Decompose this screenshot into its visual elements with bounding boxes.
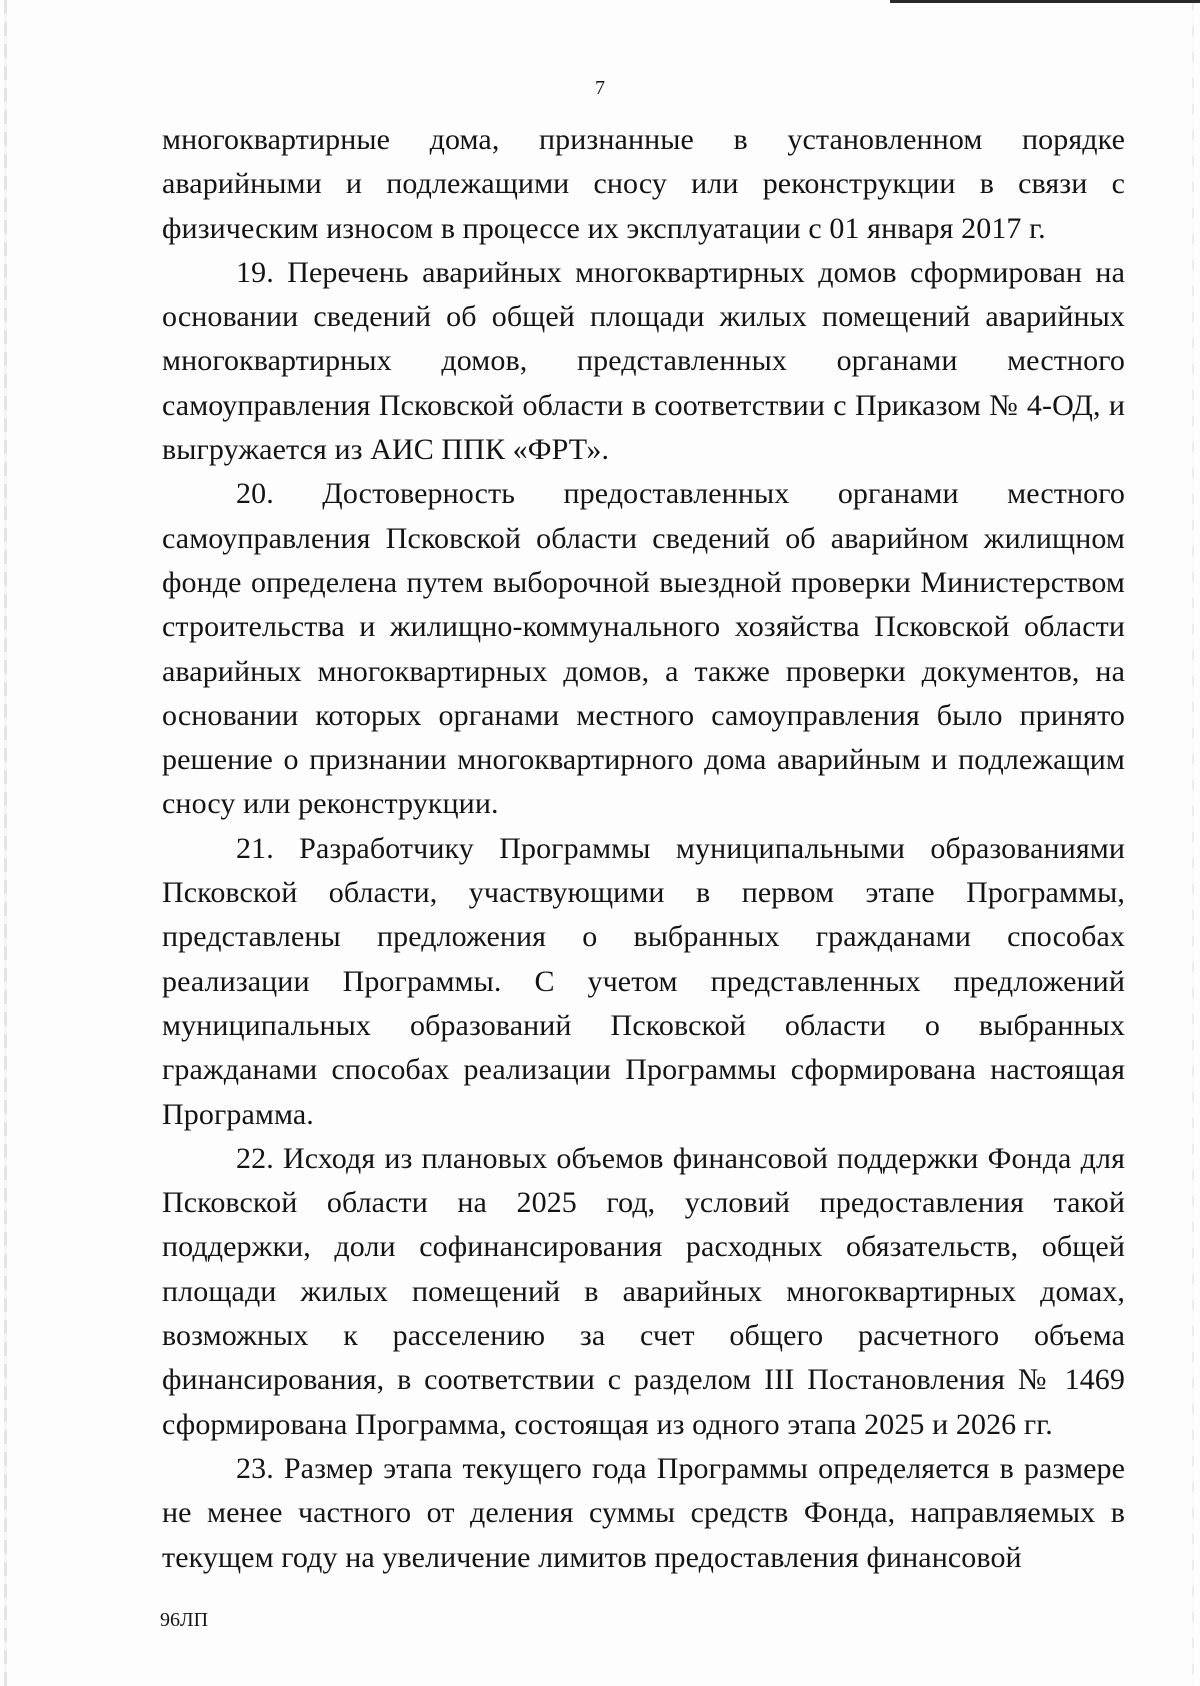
paragraph-19: 19. Перечень аварийных многоквартирных домов сформирован на основании сведений об общей площади жилых помещений аварийных многоквартирных домов, представленных органами местного самоуправления Псковской области в соответствии с Приказом № 4-ОД, и выгружается из АИС ППК «ФРТ». [162,255,1125,467]
paragraph-20: 20. Достоверность предоставленных органами местного самоуправления Псковской области сведений об аварийном жилищном фонде определена путем выборочной выездной проверки Министерством строительства и жилищно-коммунального хозяйства Псковской области аварийных многоквартирных домов, а также проверки документов, на основании которых органами местного самоуправления было принято решение о признании многоквартирного дома аварийным и подлежащим сносу или реконструкции. [162,477,1125,821]
page-number: 7 [595,77,605,99]
paragraph-22: 22. Исходя из плановых объемов финансовой поддержки Фонда для Псковской области на 2025 год, условий предоставления такой поддержки, доли софинансирования расходных обязательств, общей площади жилых помещений в аварийных многоквартирных домах, возможных к расселению за счет общего расчетного объема финансирования, в соответствии с разделом III Постановления № 1469 сформирована Программа, состоящая из одного этапа 2025 и 2026 гг. [162,1141,1125,1441]
paragraph-21: 21. Разработчику Программы муниципальными образованиями Псковской области, участвующими в первом этапе Программы, представлены предложения о выбранных гражданами способах реализации Программы. С учетом представленных предложений муниципальных образований Псковской области о выбранных гражданами способах реализации Программы сформирована настоящая Программа. [162,831,1125,1131]
scan-edge-left [4,0,7,1686]
paragraph-23: 23. Размер этапа текущего года Программы определяется в размере не менее частного от деления суммы средств Фонда, направляемых в текущем году на увеличение лимитов предоставления финансовой [162,1451,1125,1574]
scan-edge-right [1192,0,1194,1686]
document-body [162,118,1125,1580]
scan-top-rule [890,0,1200,3]
paragraph-continuation: многоквартирные дома, признанные в установленном порядке аварийными и подлежащими сносу или реконструкции в связи с физическим износом в процессе их эксплуатации с 01 января 2017 г. [162,123,1125,245]
footer-document-code: 96ЛП [160,1609,209,1631]
